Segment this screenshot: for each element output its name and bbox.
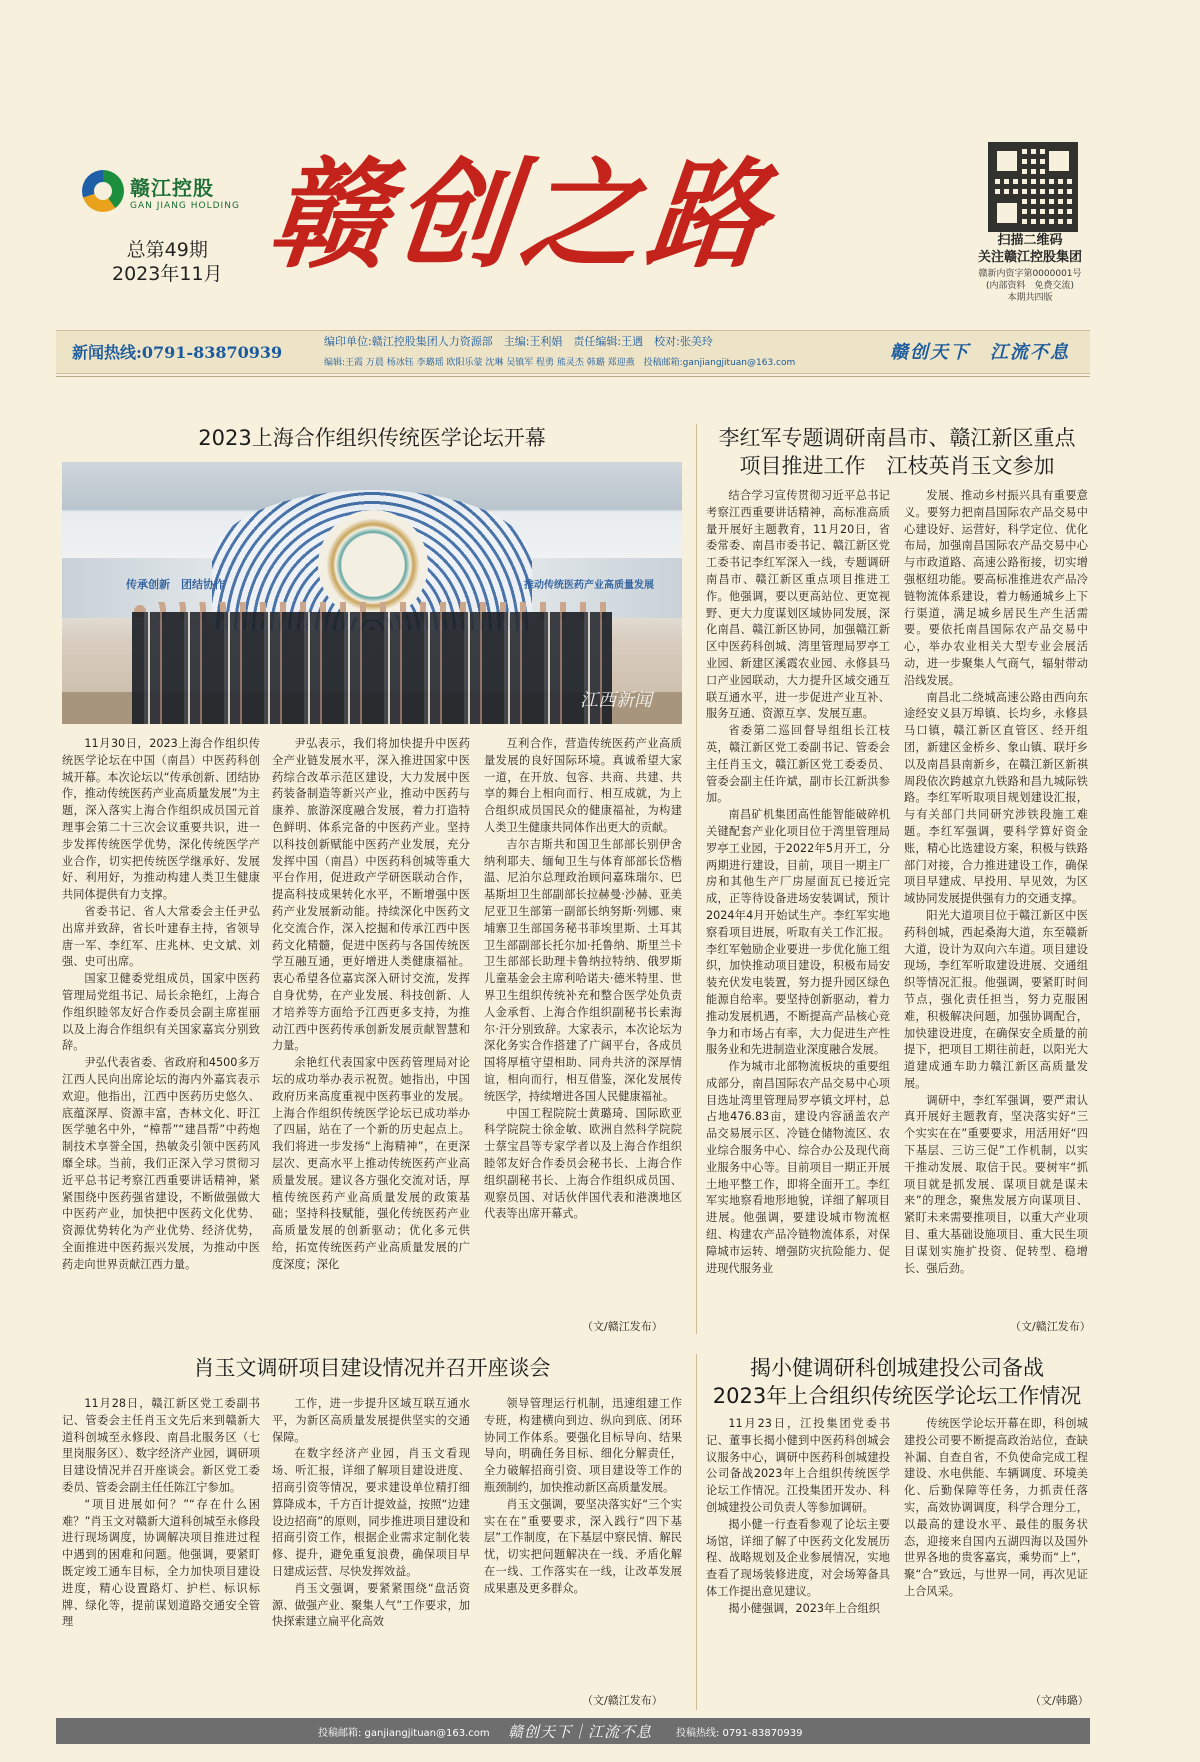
forum-photo [62,462,682,724]
article1-byline: （文/赣江发布） [582,1320,663,1333]
column-divider [696,424,697,1334]
paragraph: 揭小健一行查看参观了论坛主要场馆，详细了解了中医药文化发展历程、战略规划及企业参展情况，实地查看了现场装修进度，对会场筹备具体工作提出意见建议。 [706,1517,890,1598]
issue-number: 总第49期 [126,239,208,261]
logo-chinese-name: 赣江控股 [130,175,214,200]
news-hotline: 新闻热线:0791-83870939 [72,343,283,362]
footer-slogan: 赣创天下｜江流不息 [508,1723,653,1741]
paragraph: 省委第二巡回督导组组长江枝英，赣江新区党工委副书记、管委会主任肖玉文，赣江新区党工委委员、管委会副主任许斌，副市长江新洪参加。 [706,724,890,805]
logo-english-name: GAN JIANG HOLDING [130,200,240,211]
paragraph: 南昌北二绕城高速公路由西向东途经安义县万埠镇、长均乡，永修县马口镇，赣江新区直管区、经开组团，新建区金桥乡、象山镇、联圩乡以及南昌县南新乡，在赣江新区新祺周段依次跨越京九铁路和昌九城际铁路。李红军听取项目规划建设汇报，与有关部门共同研究涉铁段施工难题。李红军强调，要科学算好资金账，精心比选建设方案，积极与铁路部门对接，合力推进建设工作，确保项目早建成、早投用、早见效，为区域协同发展提供强有力的交通支撑。 [904,690,1088,906]
paragraph: 结合学习宣传贯彻习近平总书记考察江西重要讲话精神，高标准高质量开展好主题教育，11月20日，省委常委、南昌市委书记、赣江新区党工委书记李红军深入一线，专题调研南昌市、赣江新区重点项目推进工作。他强调，要以更高站位、更宽视野、更大力度谋划区域协同发展，深化南昌、赣江新区协同，加强赣江新区中医药科创城、湾里管理局罗亭工业园、新建区溪霞农业园、永修县马口产业园联动，大力提升区域交通互联互通水平，进一步促进产业互补、服务互通、资源互享、发展互惠。 [706,489,890,721]
article3-column-2 [272,1396,470,1631]
qr-code-icon[interactable] [988,142,1078,232]
paragraph: 作为城市北部物流板块的重要组成部分，南昌国际农产品交易中心项目选址湾里管理局罗亭镇文坪村，总占地476.83亩，建设内容涵盖农产品交易展示区、冷链仓储物流区、农业综合服务中心、综合办公及现代商业服务中心等。目前项目一期正开展土地平整工作，即将全面开工。李红军实地察看地形地貌，详细了解项目进展。他强调，要建设城市物流枢纽、构建农产品冷链物流体系，对保障城市运转、增强防灾抗险能力、促进现代服务业 [706,1060,890,1275]
header-divider [56,376,1090,377]
article3-column-1 [62,1396,260,1631]
article1-column-1 [62,736,260,1274]
staff-credits-line1: 编印单位:赣江控股集团人力资源部 主编:王利娟 责任编辑:王遇 校对:张美玲 [324,335,713,348]
article2-headline [706,424,1088,480]
article1-column-2 [272,736,470,1274]
paragraph: 11月30日，2023上海合作组织传统医学论坛在中国（南昌）中医药科创城开幕。本次论坛以“传承创新、团结协作，推动传统医药产业高质量发展”为主题，深入落实上海合作组织成员国元首理事会第二十三次会议重要共识，进一步发挥传统医学优势，深化传统医学产业合作，切实把传统医学继承好、发展好、利用好，为推动构建人类卫生健康共同体提供有力支撑。 [62,737,260,902]
photo-banner-left: 传承创新 团结协作 [126,578,225,591]
paragraph: 省委书记、省人大常委会主任尹弘出席并致辞，省长叶建春主持，省领导唐一军、李红军、庄兆林、史文斌、刘强、史可出席。 [62,904,260,969]
issue-info [112,238,223,286]
paragraph: 11月28日，赣江新区党工委副书记、管委会主任肖玉文先后来到赣新大道科创城至永修段、南昌北服务区（七里岗服务区）、数字经济产业园，调研项目建设情况并召开座谈会。新区党工委委员、管委会副主任任陈江宁参加。 [62,1397,260,1494]
license-note: (内部资料 免费交流) [985,281,1075,291]
paragraph: 领导管理运行机制，迅速组建工作专班，构建横向到边、纵向到底、闭环协同工作体系。要强化目标导向、结果导向，明确任务目标、细化分解责任，全力破解招商引资、项目建设等工作的瓶颈制约，加快推动新区高质量发展。 [484,1397,682,1494]
paragraph: 南昌矿机集团高性能智能破碎机关键配套产业化项目位于湾里管理局罗亭工业园，于2022年5月开工，分两期进行建设，目前，项目一期主厂房和其他生产厂房屋面瓦已接近完成，正等待设备进场安装调试，预计2024年4月开始试生产。李红军实地察看项目进展，听取有关工作汇报。李红军勉励企业要进一步优化施工组织，加快推动项目建设，积极布局安装充伏发电装置，努力提升园区绿色能源自给率。要坚持创新驱动，着力推动发展机遇，不断提高产品核心竞争力和市场占有率，大力促进生产性服务业和先进制造业深度融合发展。 [706,808,890,1057]
qr-caption [960,232,1100,266]
group-photo-people [132,612,612,724]
paragraph: 肖玉文强调，要紧紧围绕“盘活资源、做强产业、聚集人气”工作要求，加快探索建立扁平化高效 [272,1581,470,1629]
qr-caption-line1: 扫描二维码 [997,233,1063,248]
article4-headline-line2: 2023年上合组织传统医学论坛工作情况 [712,1384,1082,1408]
footer-hotline: 投稿热线: 0791-83870939 [676,1728,803,1739]
paragraph: 工作，进一步提升区域互联互通水平，为新区高质量发展提供坚实的交通保障。 [272,1397,470,1444]
article3-headline: 肖玉文调研项目建设情况并召开座谈会 [193,1356,551,1380]
publication-license [960,268,1100,304]
article3-column-3 [484,1396,682,1598]
paragraph: 传统医学论坛开幕在即，科创城建投公司要不断提高政治站位，查缺补漏、自查自省，不负使命完成工程建设、水电供能、车辆调度、环境美化、后勤保障等任务，力抓责任落实，高效协调调度，科学合理分工，以最高的建设水平、最佳的服务状态，迎接来自国内五湖四海以及国外世界各地的贵客嘉宾，乘势而“上”，聚“合”致远，与世界一同，再次见证上合风采。 [904,1417,1088,1598]
article4-headline [706,1354,1088,1410]
paragraph: 揭小健强调，2023年上合组织 [728,1601,880,1615]
article4-column-2 [904,1416,1088,1601]
photo-watermark: 江西新闻 [580,690,652,711]
paragraph: 11月23日，江投集团党委书记、董事长揭小健到中医药科创城会议服务中心，调研中医药科创城建投公司备战2023年上合组织传统医学论坛工作情况。江投集团开发办、科创城建投公司负责人等参加调研。 [706,1417,890,1514]
staff-credits-line2: 编辑:王霞 万晨 杨冰钰 李璐瑶 欧阳乐蒙 沈琳 吴镇军 程勇 熊灵杰 韩璐 郑迎燕 投稿邮箱:ganjiangjituan@163.com [324,358,796,368]
paragraph: 吉尔吉斯共和国卫生部部长别伊舍纳利耶夫、缅甸卫生与体育部部长岱楷温、尼泊尔总理政治顾问嘉珠瑞尔、巴基斯坦卫生部副部长拉赫曼·沙赫、亚美尼亚卫生部第一副部长纳努斯·列娜、柬埔寨卫生部国务秘书菲埃里斯、土耳其卫生部副部长托尔加·托鲁纳、斯里兰卡卫生部部长助理卡鲁纳拉特纳、俄罗斯儿童基金会主席利哈诺夫·德米特里、世界卫生组织传统补充和整合医学处负责人金承哲、上海合作组织副秘书长索海尔·汗分别致辞。大家表示，本次论坛为深化务实合作搭建了广阔平台，各成员国将厚植守望相助、同舟共济的深厚情谊，相向而行，相互借鉴，深化发展传统医学，持续增进各国人民健康福祉。 [484,837,682,1103]
page-count-note: 本期共四版 [1007,293,1053,303]
issue-date: 2023年11月 [112,263,223,285]
paragraph: 调研中，李红军强调，要严肃认真开展好主题教育，坚决落实好“三个实实在在”重要要求，用活用好“四下基层、三访三促”工作机制，以实干推动发展、取信于民。要树牢“抓项目就是抓发展、谋项目就是谋未来”的理念，聚焦发展方向谋项目、紧盯未来需要推项目，以重大产业项目、重大基础设施项目、重大民生项目谋划实施扩投资、促转型、稳增长、强后劲。 [904,1093,1088,1275]
article1-column-3 [484,736,682,1223]
article2-byline: （文/赣江发布） [1010,1320,1091,1333]
article2-headline-line1: 李红军专题调研南昌市、赣江新区重点 [718,426,1076,450]
paragraph: 尹弘代表省委、省政府和4500多万江西人民向出席论坛的海内外嘉宾表示欢迎。他指出，江西中医药历史悠久、底蕴深厚、资源丰富，杏林文化、盱江医学驰名中外，“樟帮”“建昌帮”中药炮制技术享誉全国，热敏灸引领中医药风靡全球。当前，我们正深入学习贯彻习近平总书记考察江西重要讲话精神，紧紧围绕中医药强省建设，不断做强做大中医药产业，加快把中医药文化优势、资源优势转化为产业优势、经济优势，全面推进中医药振兴发展，为推动中医药走向世界贡献江西力量。 [62,1056,260,1271]
page-footer [56,1718,1090,1744]
paragraph: “项目进展如何？”“存在什么困难？”肖玉文对赣新大道科创城至永修段进行现场调度，协调解决项目推进过程中遇到的困难和问题。他强调，要紧盯既定竣工通车目标，全力加快项目建设进度，精心设置路灯、护栏、标识标牌、绿化等，提前谋划道路交通安全管理 [62,1497,260,1629]
paragraph: 肖玉文强调，要坚决落实好“三个实实在在”重要要求，深入践行“四下基层”工作制度，在下基层中察民情、解民忧，切实把问题解决在一线、矛盾化解在一线、工作落实在一线，让改革发展成果惠及更多群众。 [484,1497,682,1595]
article4-headline-line1: 揭小健调研科创城建投公司备战 [750,1356,1044,1380]
paragraph: 阳光大道项目位于赣江新区中医药科创城，西起桑海大道，东至赣新大道，设计为双向六车道。项目建设现场，李红军听取建设进展、交通组织等情况汇报。他强调，要紧盯时间节点，强化责任担当，努力克服困难，积极解决问题，加强协调配合，加快建设进度，在确保安全质量的前提下，把项目工期往前赶，以阳光大道建成通车助力赣江新区高质量发展。 [904,908,1088,1090]
newspaper-title: 赣创之路 [262,145,782,284]
article4-column-1 [706,1416,890,1618]
column-divider [696,1354,697,1710]
footer-email: 投稿邮箱: ganjiangjituan@163.com [318,1728,490,1739]
article3-byline: （文/赣江发布） [582,1694,663,1707]
paragraph: 国家卫健委党组成员，国家中医药管理局党组书记、局长余艳红，上海合作组织睦邻友好合作委员会副主席崔丽以及上海合作组织有关国家嘉宾分别致辞。 [62,972,260,1053]
article4-byline: （文/韩璐） [1030,1694,1089,1707]
paragraph: 在数字经济产业园，肖玉文看现场、听汇报，详细了解项目建设进度、招商引资等情况，要求建设单位精打细算降成本，千方百计提效益，按照“边建设边招商”的原则，同步推进项目建设和招商引资工作，根据企业需求定制化装修、提升，避免重复浪费，确保项目早日建成运营、尽快发挥效益。 [272,1447,470,1578]
company-logo [82,170,240,212]
paragraph: 余艳红代表国家中医药管理局对论坛的成功举办表示祝贺。她指出，中国政府历来高度重视中医药事业的发展。上海合作组织传统医学论坛已成功举办了四届，站在了一个新的历史起点上。我们将进一步发扬“上海精神”，在更深层次、更高水平上推动传统医药产业高质量发展。建议各方强化交流对话，厚植传统医药产业高质量发展的政策基础；坚持科技赋能，强化传统医药产业高质量发展的创新驱动；优化多元供给，拓宽传统医药产业高质量发展的广度深度；深化 [272,1056,470,1271]
paragraph: 互利合作，营造传统医药产业高质量发展的良好国际环境。真诚希望大家一道，在开放、包容、共商、共建、共享的舞台上相向而行、相互成就，为上合组织成员国民众的健康福祉，为构建人类卫生健康共同体作出更大的贡献。 [484,737,682,834]
ganjiang-logo-icon [82,170,124,212]
license-number: 赣新内资字第0000001号 [978,269,1082,279]
article2-column-2 [904,488,1088,1277]
photo-banner-right: 推动传统医药产业高质量发展 [524,580,654,591]
article1-headline: 2023上海合作组织传统医学论坛开幕 [198,426,546,450]
article2-column-1 [706,488,890,1277]
header-slogan: 赣创天下 江流不息 [890,342,1070,363]
qr-caption-line2: 关注赣江控股集团 [977,250,1082,265]
paragraph: 尹弘表示，我们将加快提升中医药全产业链发展水平，深入推进国家中医药综合改革示范区建设，大力发展中医药装备制造等新兴产业，推动中医药与康养、旅游深度融合发展，着力打造特色鲜明、体系完备的中医药产业。坚持以科技创新赋能中医药产业发展，充分发挥中国（南昌）中医药科创城等重大平台作用，促进政产学研医联动合作，提高科技成果转化水平，不断增强中医药产业发展新动能。持续深化中医药文化交流合作，深入挖掘和传承江西中医药文化精髓，促进中医药与各国传统医学互融互通，更好增进人类健康福祉。衷心希望各位嘉宾深入研讨交流，发挥自身优势，在产业发展、科技创新、人才培养等方面给予江西更多支持，为推动江西中医药传承创新发展贡献智慧和力量。 [272,737,470,1053]
paragraph: 中国工程院院士黄璐琦、国际欧亚科学院院士徐金敏、欧洲自然科学院院士蔡宝昌等专家学者以及上海合作组织睦邻友好合作委员会秘书长、上海合作组织副秘书长、上海合作组织成员国、观察员国、对话伙伴国代表和港澳地区代表等出席开幕式。 [484,1106,682,1221]
paragraph: 发展、推动乡村振兴具有重要意义。要努力把南昌国际农产品交易中心建设好、运营好，科学定位、优化布局，加强南昌国际农产品交易中心与市政道路、高速公路衔接，切实增强枢纽功能。要高标准推进农产品冷链物流体系建设，着力畅通城乡上下行渠道，满足城乡居民生产生活需要。要依托南昌国际农产品交易中心，举办农业相关大型专业会展活动，进一步聚集人气商气，辐射带动沿线发展。 [904,489,1088,687]
article2-headline-line2: 项目推进工作 江枝英肖玉文参加 [739,454,1055,478]
